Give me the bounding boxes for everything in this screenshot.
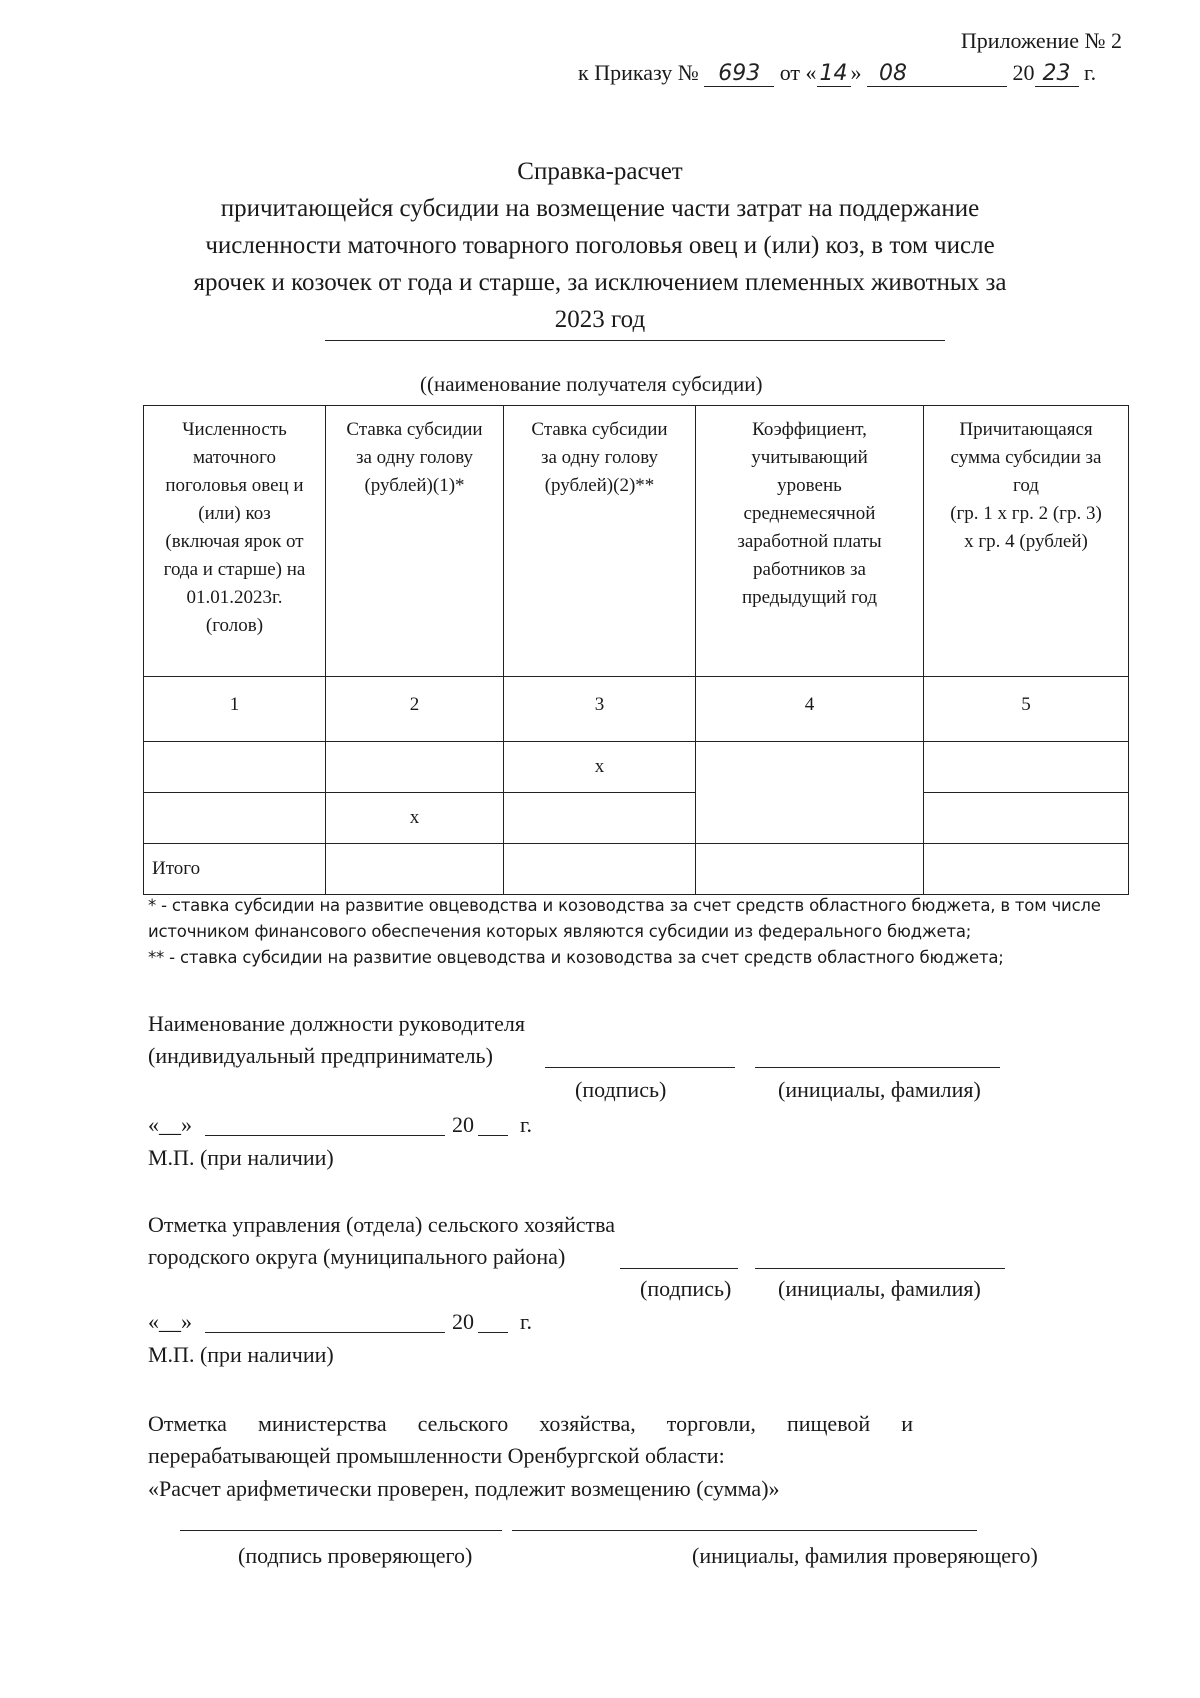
section2-year-field[interactable] [478,1332,508,1333]
cell-r2-c2: x [326,793,504,844]
order-year: 23 [1042,61,1071,86]
section1-date-field[interactable] [205,1135,445,1136]
section2-signature-caption: (подпись) [640,1276,732,1301]
title-line-5: 2023 год [554,306,646,333]
cell-r1-c2[interactable] [326,742,504,793]
section3-name-caption: (инициалы, фамилия проверяющего) [692,1543,1038,1568]
section2-name-field[interactable] [755,1268,1005,1269]
section3-line-2: перерабатывающей промышленности Оренбургской области: [148,1443,725,1468]
order-year-field[interactable] [1035,60,1079,87]
cell-r2-c1[interactable] [144,793,326,844]
order-month-field[interactable] [867,60,1007,87]
section2-year-prefix: 20 [452,1309,474,1334]
title-line-2: причитающейся субсидии на возмещение части затрат на поддержание [220,195,980,222]
section2-date-field[interactable] [205,1332,445,1333]
cell-r2-c5[interactable] [924,793,1129,844]
footnote-1-line-2: источником финансового обеспечения которых являются субсидии из федерального бюджета; [148,922,972,941]
header-col-2: Ставка субсидии за одну голову (рублей)(1)* [326,406,504,677]
recipient-name-field[interactable] [325,340,945,341]
title-line-1: Справка-расчет [517,158,683,185]
order-year-end: г. [1084,60,1097,85]
subsidy-table [143,405,1129,895]
order-prefix: к Приказу № [578,60,699,85]
column-number: 5 [924,677,1129,742]
table-row-total [144,844,1129,895]
title-line-3: численности маточного товарного поголовья овец и (или) коз, в том числе [205,232,995,259]
order-year-prefix: 20 [1012,60,1035,85]
section2-date-quote: «__» [148,1309,192,1334]
document-title [0,153,1200,338]
section2-year-suffix: г. [520,1309,533,1334]
order-day-field[interactable] [817,60,851,87]
section2-name-caption: (инициалы, фамилия) [778,1276,981,1301]
cell-r2-c3[interactable] [504,793,696,844]
total-label: Итого [144,844,326,895]
section1-year-prefix: 20 [452,1112,474,1137]
section2-line-2: городского округа (муниципального района) [148,1244,566,1269]
section2-seal: М.П. (при наличии) [148,1342,334,1367]
section1-signature-caption: (подпись) [575,1077,667,1102]
order-reference [578,60,1096,87]
column-number: 1 [144,677,326,742]
column-number-row [144,677,1129,742]
recipient-caption: ((наименование получателя субсидии) [420,372,763,396]
section1-name-caption: (инициалы, фамилия) [778,1077,981,1102]
section1-year-suffix: г. [520,1112,533,1137]
section2-signature-field[interactable] [620,1268,738,1269]
total-c4[interactable] [696,844,924,895]
order-day: 14 [819,61,848,86]
cell-r1-c5[interactable] [924,742,1129,793]
appendix-label: Приложение № 2 [960,28,1122,53]
header-col-1: Численность маточного поголовья овец и (или) коз (включая ярок от года и старше) на 01.01.2023г. (голов) [144,406,326,677]
total-c2[interactable] [326,844,504,895]
header-col-5: Причитающаяся сумма субсидии за год (гр. 1 х гр. 2 (гр. 3) х гр. 4 (рублей) [924,406,1129,677]
order-day-close: » [850,60,862,85]
column-number: 3 [504,677,696,742]
section3-signature-caption: (подпись проверяющего) [238,1543,473,1568]
section3-line-3: «Расчет арифметически проверен, подлежит возмещению (сумма)» [148,1476,780,1501]
cell-r1-c4[interactable] [696,742,924,844]
section2-line-1: Отметка управления (отдела) сельского хозяйства [148,1212,615,1237]
total-c3[interactable] [504,844,696,895]
table-row [144,793,1129,844]
footnote-2: ** - ставка субсидии на развитие овцеводства и козоводства за счет средств областного бюджета; [148,948,1004,967]
section1-line-1: Наименование должности руководителя [148,1011,525,1036]
section1-signature-field[interactable] [545,1067,735,1068]
column-number: 2 [326,677,504,742]
title-line-4: ярочек и козочек от года и старше, за исключением племенных животных за [193,269,1007,296]
header-col-4: Коэффициент, учитывающий уровень среднемесячной заработной платы работников за предыдущий год [696,406,924,677]
order-month: 08 [879,61,908,86]
cell-r1-c3: x [504,742,696,793]
column-number: 4 [696,677,924,742]
section1-name-field[interactable] [755,1067,1000,1068]
section3-name-field[interactable] [512,1530,977,1531]
section1-seal: М.П. (при наличии) [148,1145,334,1170]
order-number: 693 [718,61,761,86]
footnotes [148,893,1133,971]
header-col-3: Ставка субсидии за одну голову (рублей)(2)** [504,406,696,677]
footnote-1-line-1: * - ставка субсидии на развитие овцеводства и козоводства за счет средств областного бюджета, в том числе [148,896,1101,915]
section1-line-2: (индивидуальный предприниматель) [148,1043,493,1068]
table-row [144,742,1129,793]
section3-line-1: Отметка министерства сельского хозяйства, торговли, пищевой и [148,1411,913,1436]
section3-signature-field[interactable] [180,1530,502,1531]
section1-date-quote: «__» [148,1112,192,1137]
table-header-row [144,406,1129,677]
order-from-label: от « [779,60,817,85]
section1-year-field[interactable] [478,1135,508,1136]
order-number-field[interactable] [704,60,774,87]
cell-r1-c1[interactable] [144,742,326,793]
total-c5[interactable] [924,844,1129,895]
